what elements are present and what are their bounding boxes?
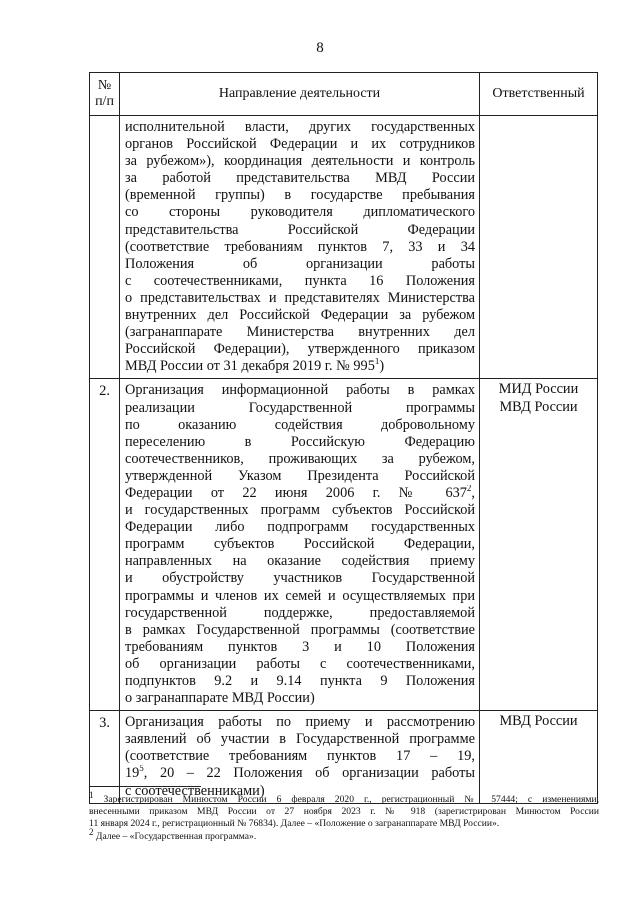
text-line: и государственных программ субъектов Российской [125, 502, 475, 519]
footnote [89, 826, 599, 843]
text-line: органов Российской Федерации и их сотрудников [125, 136, 475, 153]
footnote-mark: 2 [89, 826, 94, 837]
table-row [90, 116, 598, 379]
text-line: подпунктов 9.2 и 9.14 пункта 9 Положения [125, 673, 475, 689]
text-line: внутренних дел Российской Федерации за рубежом [125, 307, 475, 324]
row-number [90, 116, 120, 379]
text-line: (соответствие требованиям пунктов 7, 33 и 34 [125, 238, 475, 255]
text-line: $19^5$, 20 – 22 Положения об организации работы [125, 765, 475, 782]
text-line: в рамках Государственной программы (соответствие [125, 621, 475, 638]
text-line: (временной группы) в государстве пребывания [125, 187, 475, 204]
footnote-ref: 5 [139, 765, 144, 774]
page-number: 8 [316, 40, 324, 56]
responsible-org: МИД России [498, 381, 579, 398]
text-line: Организация работы по приему и рассмотрению [125, 714, 475, 731]
footnote-ref: 1 [374, 358, 380, 367]
responsible-org: МВД России [499, 713, 578, 730]
text-line: направленных на оказание содействия приему [125, 553, 475, 570]
text-line: программы и членов их семей и осуществляемых при [125, 587, 475, 604]
text-line: Положения об организации работы [125, 255, 475, 272]
row-direction-text [120, 711, 480, 803]
text-line: программ субъектов Российской Федерации, [125, 536, 475, 553]
text-line: утвержденной Указом Президента Российской [125, 467, 475, 484]
text-line: с соотечественниками, пункта 16 Положения [125, 272, 475, 289]
text-line: представительства Российской Федерации [125, 221, 475, 238]
text-line: реализации Государственной программы [125, 399, 475, 416]
row-responsible [480, 116, 598, 379]
text-line: Организация информационной работы в рамках [125, 382, 475, 399]
text-line: за рубежом»), координация деятельности и контроль [125, 153, 475, 170]
text-line: заявлений об участии в Государственной программе [125, 731, 475, 748]
text-line: соотечественников, проживающих за рубежом, [125, 450, 475, 467]
text-line: о представительствах и представителях Министерства [125, 289, 475, 306]
header-responsible: Ответственный [480, 73, 598, 116]
footnote-ref: 2 [466, 484, 472, 494]
text-line: Федерации либо подпрограмм государственных [125, 519, 475, 536]
text-line: об организации работы с соотечественниками, [125, 655, 475, 672]
footnote-separator [89, 786, 201, 787]
text-line: Российской Федерации), утвержденного приказом [125, 341, 475, 358]
text-line: со стороны руководителя дипломатического [125, 204, 475, 221]
text-line: (загранаппарате Министерства внутренних дел [125, 324, 475, 341]
header-direction: Направление деятельности [120, 73, 480, 116]
header-number [90, 73, 120, 116]
footnote-line: внесенными приказом МВД России от 27 ноября 2023 г. № 918 (зарегистрирован Минюстом России [89, 806, 599, 818]
footnote-line: $^2$ Далее – «Государственная программа». [89, 826, 257, 842]
text-line: исполнительной власти, других государственных [125, 119, 475, 135]
footnote-mark: 1 [89, 789, 94, 800]
table-header-row [90, 73, 598, 116]
text-line: по оказанию содействия добровольному [125, 416, 475, 433]
text-line: переселению в Российскую Федерацию [125, 433, 475, 450]
text-line: (соответствие требованиям пунктов 17 – 19, [125, 748, 475, 765]
footnote-line: $^1$ Зарегистрирован Минюстом России 6 февраля 2020 г., регистрационный № 57444; с изменениями, [89, 789, 599, 805]
header-number-line2: п/п [95, 94, 114, 109]
text-line: государственной поддержке, предоставляемой [125, 604, 475, 621]
table-row [90, 379, 598, 711]
footnote-line: 11 января 2024 г., регистрационный № 76834). Далее – «Положение о загранаппарате МВД России». [89, 818, 500, 830]
row-responsible [480, 379, 598, 711]
row-number: 3. [90, 711, 120, 803]
row-direction-text [120, 379, 480, 711]
text-line: за работой представительства МВД России [125, 170, 475, 187]
text-line: МВД России от 31 декабря 2019 г. № $995^1$) [125, 358, 385, 375]
table-row [90, 711, 598, 803]
header-number-line1: № [97, 78, 112, 93]
text-line: требованиям пунктов 3 и 10 Положения [125, 638, 475, 655]
text-line: о загранаппарате МВД России) [125, 690, 315, 707]
row-direction-text [120, 116, 480, 379]
responsible-org: МВД России [499, 398, 578, 415]
row-responsible [480, 711, 598, 803]
text-line: и обустройству участников Государственной [125, 570, 475, 587]
row-number: 2. [90, 379, 120, 711]
text-line: Федерации от 22 июня 2006 г. № $637^2$, [125, 484, 475, 501]
activities-table [89, 72, 598, 804]
text-line: с соотечественниками) [125, 782, 265, 799]
